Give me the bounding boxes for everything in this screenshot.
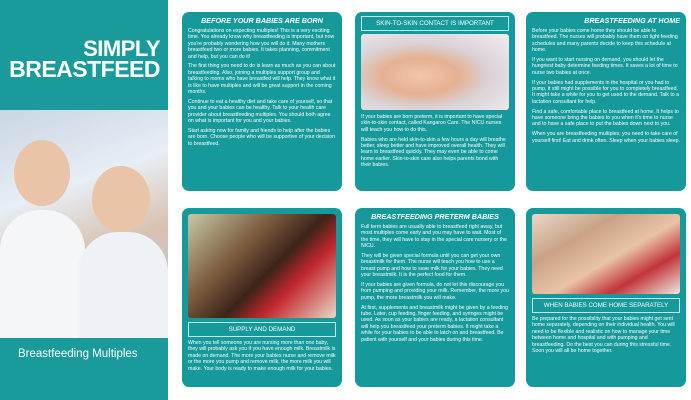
cover-title-simply: SIMPLY <box>83 36 160 61</box>
paragraph: If your babies are born preterm, it is important to have special skin-to-skin contact, called Kangaroo Care. The NICU nurses will teach you how to do this. <box>361 114 502 133</box>
panel-body <box>532 28 680 144</box>
panel-heading: BEFORE YOUR BABIES ARE BORN <box>201 16 323 25</box>
paragraph: If you want to start nursing on demand, you should let the hungriest baby determine feeding times. It saves a lot of time to nurse two babies at once. <box>532 57 678 76</box>
panel-body <box>188 28 336 147</box>
paragraph: Be prepared for the possibility that your babies might get sent home separately, depending on their individual health. You will need to be flexible and realistic on how to manage your time between home and hospital and with pumping and breastfeeding. Do the best you can during this stressful time. Soon you will all be home together. <box>532 316 675 355</box>
paragraph: Congratulations on expecting multiples! This is a very exciting time. You already know why breastfeeding is important, but now you're probably wondering how you will do it. Many mothers breastfeed two or more babies. It takes planning, commitment and help, but you can do it! <box>188 28 335 60</box>
panel-heading: BREASTFEEDING PRETERM BABIES <box>371 212 499 221</box>
paragraph: Before your babies come home they should be able to breastfeed. The nurses will probably have them on tight feeding schedules and many parents decide to keep this schedule at home. <box>532 28 678 54</box>
panel-caption: SKIN-TO-SKIN CONTACT IS IMPORTANT <box>361 16 509 31</box>
panel-body <box>188 340 336 372</box>
paragraph: When you tell someone you are nursing more than one baby, they will probably ask you if you have enough milk. Breastmilk is made on demand. The more your babies nurse and remove milk or the more you pump and remove milk, the more milk you will make. Your body is ready to make enough milk for your babies. <box>188 340 336 372</box>
panel-at-home <box>526 12 686 191</box>
panel-heading: BREASTFEEDING AT HOME <box>584 16 680 25</box>
cover-photo-baby-head-right <box>92 166 150 232</box>
paragraph: Start asking now for family and friends to help after the babies are born. Choose people who will be supportive of your decision to breastfeed. <box>188 127 336 147</box>
panel-before-born <box>182 12 342 191</box>
panel-body <box>361 224 509 343</box>
paragraph: The first thing you need to do is learn as much as you can about breastfeeding. Also, joining a multiples support group and talking to moms who have breastfed will help. They know what it is like to have multiples and will be great support in the coming months. <box>188 63 336 96</box>
photo-mother-nursing-twins <box>188 214 336 318</box>
cover-title-breastfeed: BREASTFEED <box>9 56 160 82</box>
panel-home-separately <box>526 208 686 387</box>
panel-skin-to-skin <box>355 12 515 191</box>
paragraph: When you are breastfeeding multiples, you need to take care of yourself first! Eat and drink often. Sleep when your babies sleep. <box>532 131 680 144</box>
panel-body <box>361 114 509 169</box>
paragraph: Babies who are held skin-to-skin a few hours a day will breathe better, sleep better and have improved overall health. They will learn to breastfeed quickly. They may even be able to come home earlier. Skin-to-skin care also helps parents bond with their babies. <box>361 136 506 169</box>
paragraph: Continue to eat a healthy diet and take care of yourself, so that you and your babies can be healthy. Talk to your health care provider about breastfeeding multiples. You should both agree on what is important for you and your babies. <box>188 98 333 125</box>
panel-body <box>532 316 680 354</box>
paragraph: If your babies had supplements in the hospital or you had to pump, it still might be possible for you to completely breastfeed. It might take a while for you to get used to the demand. Talk to a lactation consultant for help. <box>532 79 679 105</box>
paragraph: At first, supplements and breastmilk might be given by a feeding tube. Later, cup feeding, finger feeding, and syringes might be used. As soon as your babies are ready, a lactation consultant will help you breastfeed your preterm babies. It might take a while for your babies to be able to latch on and breastfeed. Be patient with yourself and your babies during this time. <box>361 304 509 343</box>
panel-preterm <box>355 208 515 387</box>
panel-supply-demand <box>182 208 342 387</box>
photo-newborn-skin-to-skin <box>361 34 509 110</box>
paragraph: They will be given special formula until you can get your own breastmilk for them. The nurse will teach you how to use a breast pump and how to save milk for your babies. They need your breastmilk. It is the perfect food for them. <box>361 253 503 279</box>
paragraph: Find a safe, comfortable place to breastfeed at home. It helps to have someone bring the babies to you when it's time to nurse and to have a safe place to put the babies down next to you. <box>532 108 679 128</box>
cover-photo-baby-body-right <box>78 232 168 338</box>
brochure-cover <box>0 0 168 400</box>
paragraph: If your babies are given formula, do not let this discourage you from pumping and providing your milk. Remember, the more you pump, the more breastmilk you will make. <box>361 282 509 301</box>
photo-mother-with-twins <box>532 214 680 294</box>
panel-caption: WHEN BABIES COME HOME SEPARATELY <box>532 298 680 313</box>
panel-caption: SUPPLY AND DEMAND <box>188 322 336 337</box>
cover-photo-baby-body-left <box>0 210 85 338</box>
cover-photo-baby-head-left <box>14 140 70 206</box>
cover-subtitle: Breastfeeding Multiples <box>18 348 138 360</box>
paragraph: Full term babies are usually able to breastfeed right away, but most multiples come early and you may have to wait. Most of the time, they will have to stay in the special care nursery or the NICU. <box>361 224 507 250</box>
